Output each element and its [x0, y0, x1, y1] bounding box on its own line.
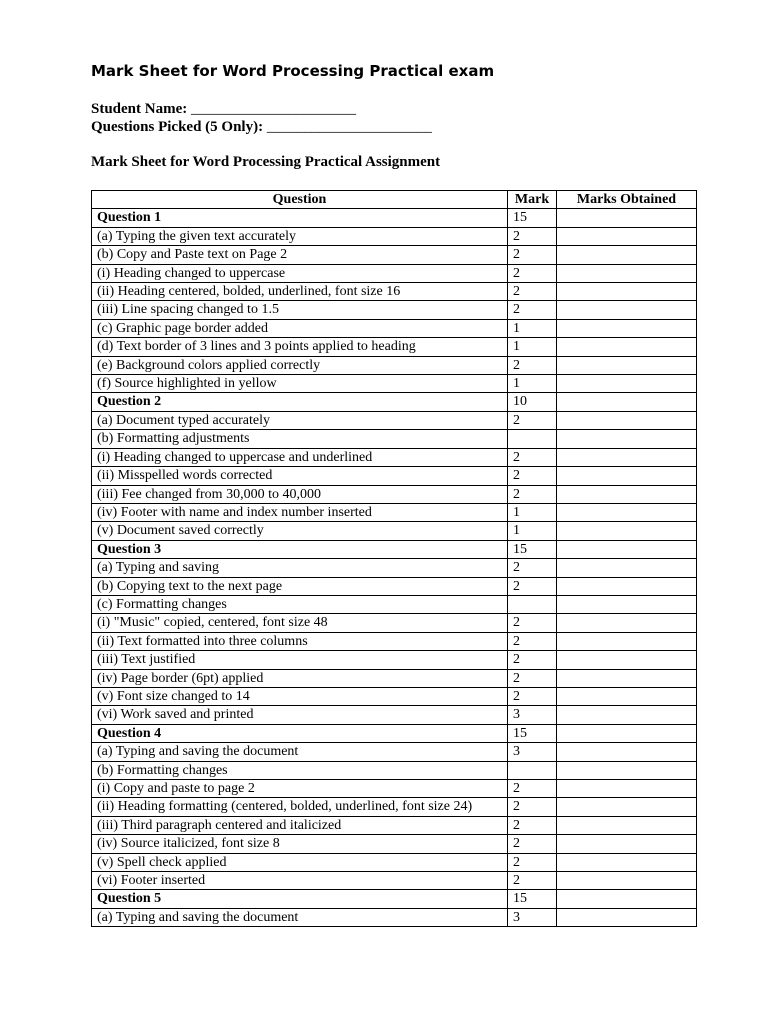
- mark-cell: 2: [508, 246, 557, 264]
- marks-obtained-cell[interactable]: [557, 890, 697, 908]
- table-row: [92, 227, 697, 245]
- question-cell: (a) Document typed accurately: [92, 411, 508, 429]
- table-row: [92, 835, 697, 853]
- mark-cell: 10: [508, 393, 557, 411]
- question-header-row: [92, 393, 697, 411]
- marks-obtained-cell[interactable]: [557, 614, 697, 632]
- marks-obtained-cell[interactable]: [557, 687, 697, 705]
- table-row: [92, 706, 697, 724]
- mark-cell: 2: [508, 651, 557, 669]
- marks-obtained-cell[interactable]: [557, 908, 697, 926]
- mark-cell: 15: [508, 540, 557, 558]
- question-cell: Question 2: [92, 393, 508, 411]
- question-cell: (v) Document saved correctly: [92, 522, 508, 540]
- question-header-row: [92, 209, 697, 227]
- question-cell: (vi) Footer inserted: [92, 872, 508, 890]
- marks-obtained-cell[interactable]: [557, 853, 697, 871]
- question-cell: (b) Formatting adjustments: [92, 430, 508, 448]
- mark-cell: 2: [508, 872, 557, 890]
- marks-obtained-cell[interactable]: [557, 595, 697, 613]
- question-cell: (iii) Fee changed from 30,000 to 40,000: [92, 485, 508, 503]
- mark-cell: 15: [508, 724, 557, 742]
- marks-obtained-cell[interactable]: [557, 356, 697, 374]
- page-title: Mark Sheet for Word Processing Practical exam: [91, 62, 495, 80]
- marks-obtained-cell[interactable]: [557, 816, 697, 834]
- table-row: [92, 853, 697, 871]
- table-row: [92, 485, 697, 503]
- marks-obtained-cell[interactable]: [557, 780, 697, 798]
- marks-obtained-cell[interactable]: [557, 706, 697, 724]
- table-row: [92, 687, 697, 705]
- table-row: [92, 743, 697, 761]
- mark-cell: [508, 595, 557, 613]
- question-cell: (ii) Misspelled words corrected: [92, 467, 508, 485]
- mark-cell: 2: [508, 264, 557, 282]
- mark-cell: 1: [508, 503, 557, 521]
- mark-cell: 2: [508, 485, 557, 503]
- question-cell: (b) Copy and Paste text on Page 2: [92, 246, 508, 264]
- question-cell: (iv) Footer with name and index number inserted: [92, 503, 508, 521]
- mark-cell: 2: [508, 467, 557, 485]
- table-header-row: [92, 191, 697, 209]
- question-cell: (iv) Page border (6pt) applied: [92, 669, 508, 687]
- question-cell: (a) Typing and saving the document: [92, 908, 508, 926]
- question-cell: (i) Heading changed to uppercase: [92, 264, 508, 282]
- mark-cell: 2: [508, 559, 557, 577]
- table-row: [92, 283, 697, 301]
- mark-cell: 2: [508, 798, 557, 816]
- mark-cell: 2: [508, 687, 557, 705]
- question-cell: (ii) Heading formatting (centered, bolded, underlined, font size 24): [92, 798, 508, 816]
- table-row: [92, 798, 697, 816]
- table-row: [92, 577, 697, 595]
- questions-picked-label: Questions Picked (5 Only):: [91, 119, 264, 135]
- marks-obtained-cell[interactable]: [557, 338, 697, 356]
- table-row: [92, 301, 697, 319]
- marks-obtained-cell[interactable]: [557, 761, 697, 779]
- mark-cell: 2: [508, 448, 557, 466]
- marks-obtained-cell[interactable]: [557, 375, 697, 393]
- marks-obtained-cell[interactable]: [557, 577, 697, 595]
- table-row: [92, 872, 697, 890]
- table-row: [92, 632, 697, 650]
- question-cell: (i) "Music" copied, centered, font size 48: [92, 614, 508, 632]
- table-row: [92, 264, 697, 282]
- question-cell: (a) Typing and saving: [92, 559, 508, 577]
- student-name-label: Student Name:: [91, 101, 188, 117]
- table-row: [92, 448, 697, 466]
- question-cell: (a) Typing and saving the document: [92, 743, 508, 761]
- question-cell: (f) Source highlighted in yellow: [92, 375, 508, 393]
- marks-obtained-cell[interactable]: [557, 632, 697, 650]
- table-row: [92, 780, 697, 798]
- question-cell: (iii) Third paragraph centered and italicized: [92, 816, 508, 834]
- student-name-blank[interactable]: ______________________: [191, 101, 356, 117]
- question-cell: (c) Formatting changes: [92, 595, 508, 613]
- mark-cell: 15: [508, 209, 557, 227]
- mark-cell: [508, 430, 557, 448]
- question-header-row: [92, 724, 697, 742]
- marks-obtained-cell[interactable]: [557, 319, 697, 337]
- student-name-field: [91, 101, 356, 118]
- question-cell: (i) Copy and paste to page 2: [92, 780, 508, 798]
- marks-obtained-cell[interactable]: [557, 669, 697, 687]
- marks-obtained-cell[interactable]: [557, 743, 697, 761]
- marks-obtained-cell[interactable]: [557, 522, 697, 540]
- question-cell: (iii) Line spacing changed to 1.5: [92, 301, 508, 319]
- marks-obtained-cell[interactable]: [557, 540, 697, 558]
- table-body: [92, 209, 697, 927]
- mark-cell: 1: [508, 522, 557, 540]
- table-row: [92, 761, 697, 779]
- table-row: [92, 356, 697, 374]
- marks-obtained-cell[interactable]: [557, 227, 697, 245]
- question-cell: (b) Formatting changes: [92, 761, 508, 779]
- mark-cell: 2: [508, 816, 557, 834]
- mark-cell: 2: [508, 614, 557, 632]
- question-cell: (ii) Heading centered, bolded, underlined, font size 16: [92, 283, 508, 301]
- question-cell: Question 1: [92, 209, 508, 227]
- question-cell: (vi) Work saved and printed: [92, 706, 508, 724]
- question-cell: (b) Copying text to the next page: [92, 577, 508, 595]
- marks-obtained-cell[interactable]: [557, 467, 697, 485]
- question-cell: (iv) Source italicized, font size 8: [92, 835, 508, 853]
- marks-obtained-cell[interactable]: [557, 798, 697, 816]
- marks-obtained-cell[interactable]: [557, 835, 697, 853]
- table-row: [92, 338, 697, 356]
- question-cell: (ii) Text formatted into three columns: [92, 632, 508, 650]
- table-row: [92, 816, 697, 834]
- table-row: [92, 595, 697, 613]
- marks-obtained-cell[interactable]: [557, 411, 697, 429]
- mark-cell: 2: [508, 411, 557, 429]
- marks-obtained-cell[interactable]: [557, 430, 697, 448]
- marks-obtained-cell[interactable]: [557, 559, 697, 577]
- mark-cell: 1: [508, 375, 557, 393]
- header-mark: Mark: [508, 191, 557, 209]
- mark-cell: 1: [508, 319, 557, 337]
- table-row: [92, 375, 697, 393]
- mark-cell: 2: [508, 301, 557, 319]
- marks-obtained-cell[interactable]: [557, 301, 697, 319]
- question-cell: (v) Spell check applied: [92, 853, 508, 871]
- table-row: [92, 246, 697, 264]
- header-question: Question: [92, 191, 508, 209]
- question-cell: (c) Graphic page border added: [92, 319, 508, 337]
- marks-obtained-cell[interactable]: [557, 485, 697, 503]
- table-row: [92, 430, 697, 448]
- table-row: [92, 522, 697, 540]
- marks-obtained-cell[interactable]: [557, 393, 697, 411]
- mark-cell: 2: [508, 853, 557, 871]
- mark-cell: 1: [508, 338, 557, 356]
- marks-obtained-cell[interactable]: [557, 724, 697, 742]
- question-cell: (e) Background colors applied correctly: [92, 356, 508, 374]
- marks-obtained-cell[interactable]: [557, 651, 697, 669]
- mark-cell: 2: [508, 632, 557, 650]
- mark-cell: 15: [508, 890, 557, 908]
- table-row: [92, 614, 697, 632]
- mark-cell: 3: [508, 706, 557, 724]
- mark-sheet-table: [91, 190, 697, 927]
- question-cell: (iii) Text justified: [92, 651, 508, 669]
- table-row: [92, 669, 697, 687]
- mark-cell: 2: [508, 577, 557, 595]
- table-row: [92, 908, 697, 926]
- question-cell: Question 3: [92, 540, 508, 558]
- question-header-row: [92, 540, 697, 558]
- question-cell: (v) Font size changed to 14: [92, 687, 508, 705]
- mark-cell: 2: [508, 669, 557, 687]
- mark-cell: 2: [508, 780, 557, 798]
- mark-cell: 2: [508, 227, 557, 245]
- question-cell: (i) Heading changed to uppercase and underlined: [92, 448, 508, 466]
- question-cell: Question 5: [92, 890, 508, 908]
- table-row: [92, 411, 697, 429]
- marks-obtained-cell[interactable]: [557, 448, 697, 466]
- table-row: [92, 559, 697, 577]
- marks-obtained-cell[interactable]: [557, 872, 697, 890]
- section-subtitle: Mark Sheet for Word Processing Practical Assignment: [91, 154, 441, 170]
- mark-cell: 2: [508, 835, 557, 853]
- mark-cell: 3: [508, 743, 557, 761]
- mark-cell: 3: [508, 908, 557, 926]
- table-row: [92, 319, 697, 337]
- marks-obtained-cell[interactable]: [557, 283, 697, 301]
- table-row: [92, 503, 697, 521]
- marks-obtained-cell[interactable]: [557, 503, 697, 521]
- mark-cell: 2: [508, 356, 557, 374]
- question-cell: (d) Text border of 3 lines and 3 points applied to heading: [92, 338, 508, 356]
- table-row: [92, 467, 697, 485]
- question-cell: Question 4: [92, 724, 508, 742]
- question-header-row: [92, 890, 697, 908]
- marks-obtained-cell[interactable]: [557, 209, 697, 227]
- questions-picked-blank[interactable]: ______________________: [266, 119, 432, 135]
- mark-cell: [508, 761, 557, 779]
- table-row: [92, 651, 697, 669]
- marks-obtained-cell[interactable]: [557, 264, 697, 282]
- questions-picked-field: [91, 119, 432, 136]
- mark-cell: 2: [508, 283, 557, 301]
- question-cell: (a) Typing the given text accurately: [92, 227, 508, 245]
- marks-obtained-cell[interactable]: [557, 246, 697, 264]
- header-marks-obtained: Marks Obtained: [557, 191, 697, 209]
